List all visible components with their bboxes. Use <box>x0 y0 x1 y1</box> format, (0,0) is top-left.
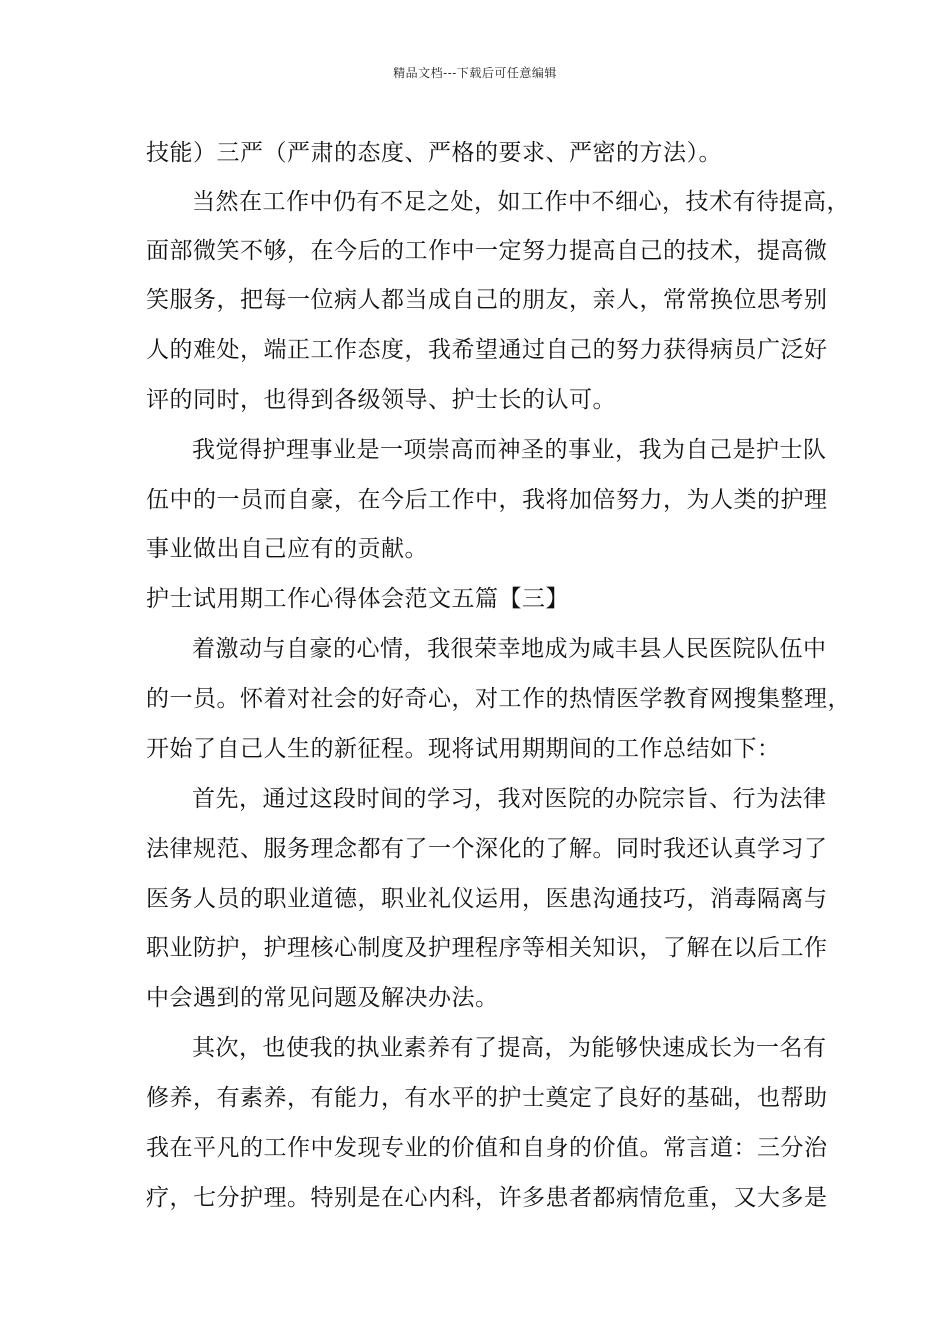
text-line: 开始了自己人生的新征程。现将试用期期间的工作总结如下： <box>146 736 781 762</box>
text-line: 医务人员的职业道德，职业礼仪运用，医患沟通技巧，消毒隔离与 <box>146 886 828 912</box>
paragraph-first-line: 我觉得护理事业是一项崇高而神圣的事业，我为自己是护士队 <box>192 437 827 463</box>
text-line: 法律规范、服务理念都有了一个深化的了解。同时我还认真学习了 <box>146 836 828 862</box>
paragraph-first-line: 当然在工作中仍有不足之处，如工作中不细心，技术有待提高， <box>192 189 850 215</box>
text-line: 事业做出自己应有的贡献。 <box>146 536 428 562</box>
text-line: 笑服务，把每一位病人都当成自己的朋友，亲人，常常换位思考别 <box>146 287 828 313</box>
text-line: 修养，有素养，有能力，有水平的护士奠定了良好的基础，也帮助 <box>146 1085 828 1111</box>
text-line: 我在平凡的工作中发现专业的价值和自身的价值。常言道：三分治 <box>146 1135 828 1161</box>
section-heading: 护士试用期工作心得体会范文五篇【三】 <box>146 586 569 612</box>
text-line: 中会遇到的常见问题及解决办法。 <box>146 985 499 1011</box>
text-line: 疗，七分护理。特别是在心内科，许多患者都病情危重，又大多是 <box>146 1185 828 1211</box>
text-line: 评的同时，也得到各级领导、护士长的认可。 <box>146 387 616 413</box>
text-line: 的一员。怀着对社会的好奇心，对工作的热情医学教育网搜集整理， <box>146 686 851 712</box>
text-line: 技能）三严（严肃的态度、严格的要求、严密的方法）。 <box>146 140 722 166</box>
paragraph-first-line: 其次，也使我的执业素养有了提高，为能够快速成长为一名有 <box>192 1035 827 1061</box>
paragraph-first-line: 着激动与自豪的心情，我很荣幸地成为咸丰县人民医院队伍中 <box>192 636 827 662</box>
text-line: 伍中的一员而自豪，在今后工作中，我将加倍努力，为人类的护理 <box>146 487 828 513</box>
text-line: 面部微笑不够，在今后的工作中一定努力提高自己的技术，提高微 <box>146 238 828 264</box>
text-line: 职业防护，护理核心制度及护理程序等相关知识，了解在以后工作 <box>146 935 828 961</box>
page-header: 精品文档---下载后可任意编辑 <box>393 66 557 80</box>
text-line: 人的难处，端正工作态度，我希望通过自己的努力获得病员广泛好 <box>146 337 828 363</box>
paragraph-first-line: 首先，通过这段时间的学习，我对医院的办院宗旨、行为法律 <box>192 786 827 812</box>
